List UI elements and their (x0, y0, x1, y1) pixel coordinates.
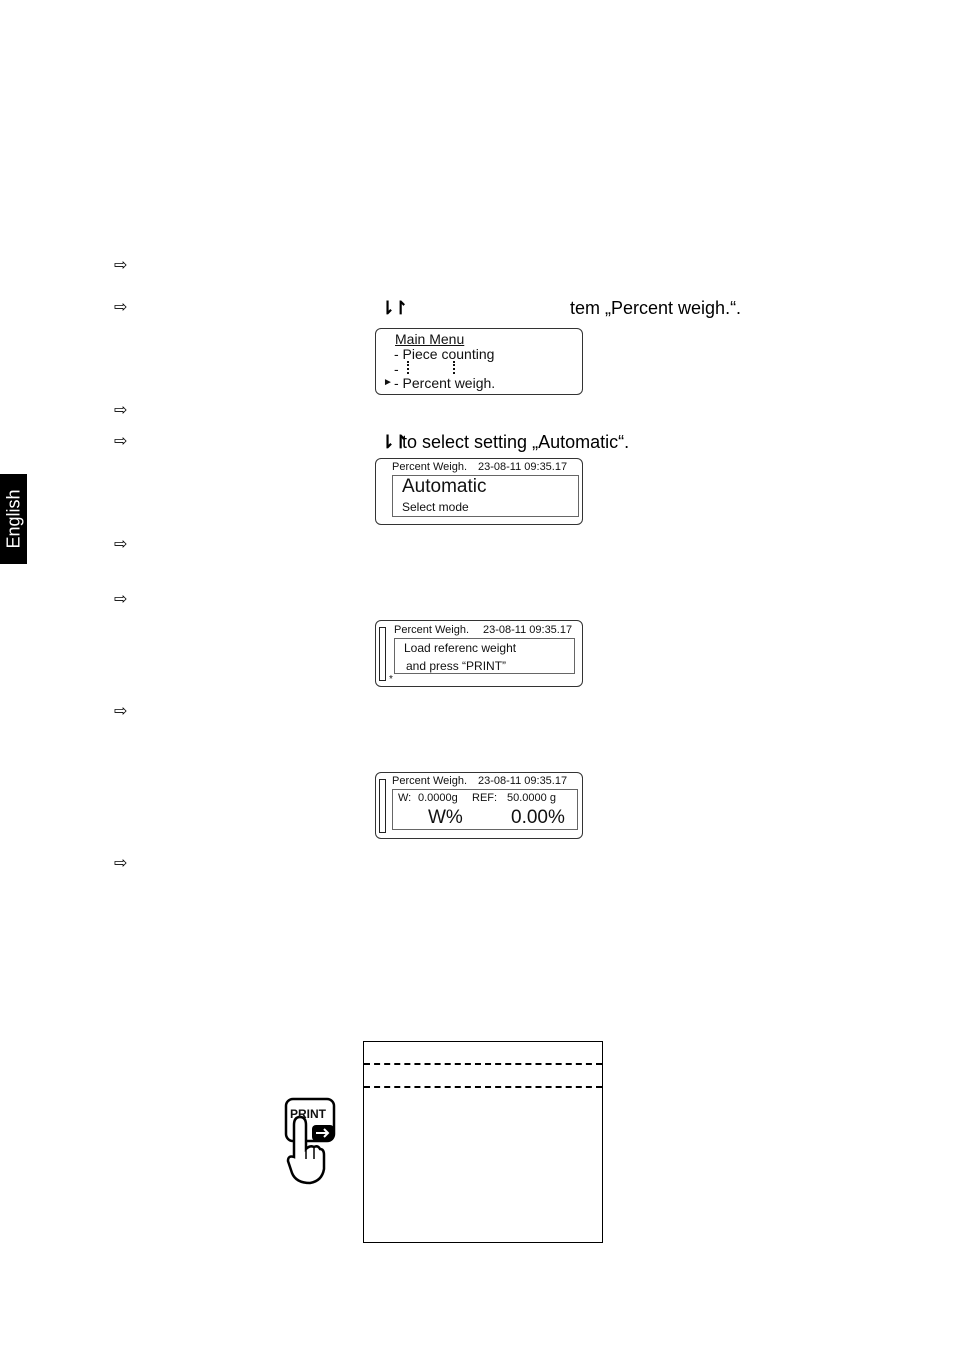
mode-label: Percent Weigh. (392, 775, 468, 787)
up-down-key-icon: ⇂↾ (380, 432, 407, 452)
lcd-inner-frame (392, 789, 578, 830)
capacity-bar (379, 627, 386, 681)
weight-value: 0.0000g (418, 792, 458, 804)
menu-title: Main Menu (395, 331, 465, 347)
language-tab-label: English (3, 489, 23, 549)
step-arrow-icon: ⇨ (114, 536, 128, 553)
step-arrow-icon: ⇨ (114, 591, 128, 608)
step-arrow-icon: ⇨ (114, 257, 128, 274)
step-arrow-icon: ⇨ (114, 299, 128, 316)
up-down-key-icon: ⇂↾ (380, 298, 407, 318)
datetime-label: 23-08-11 09:35.17 (483, 624, 573, 636)
percent-value: 0.00% (511, 807, 565, 828)
step-arrow-icon: ⇨ (114, 703, 128, 720)
instruction-line-1: Load referenc weight (404, 641, 517, 655)
cursor-icon: ► (383, 377, 393, 388)
datetime-label: 23-08-11 09:35.17 (478, 775, 568, 787)
lcd-main-menu (375, 328, 583, 395)
mode-value: Automatic (402, 476, 487, 497)
stability-star: * (389, 674, 393, 685)
press-print-key-icon (284, 1097, 336, 1187)
mode-hint: Select mode (402, 500, 469, 514)
menu-item-piece-counting: - Piece counting (394, 346, 495, 362)
vertical-ellipsis (453, 361, 455, 374)
instruction-line-2: and press “PRINT” (406, 659, 507, 673)
reference-label: REF: (472, 792, 498, 804)
separator-line (364, 1063, 602, 1065)
step-instruction: tem „Percent weigh.“. (570, 298, 742, 318)
lcd-inner-frame (394, 638, 575, 674)
capacity-bar (379, 779, 386, 833)
menu-item-percent-weigh: - Percent weigh. (394, 375, 496, 391)
vertical-ellipsis (407, 361, 409, 374)
lcd-percent-result (375, 772, 583, 839)
step-arrow-icon: ⇨ (114, 433, 128, 450)
mode-label: Percent Weigh. (392, 461, 468, 473)
language-tab (0, 474, 27, 564)
lcd-load-reference (375, 620, 583, 687)
menu-item-placeholder: - (394, 361, 399, 377)
step-instruction: to select setting „Automatic“. (402, 432, 630, 452)
datetime-label: 23-08-11 09:35.17 (478, 461, 568, 473)
reference-value: 50.0000 g (507, 792, 556, 804)
print-key-label: PRINT (290, 1107, 326, 1121)
step-arrow-icon: ⇨ (114, 402, 128, 419)
printout-sample (363, 1041, 603, 1243)
separator-line (364, 1086, 602, 1088)
lcd-select-mode (375, 458, 583, 525)
unit-label: W% (428, 807, 463, 828)
mode-label: Percent Weigh. (394, 624, 470, 636)
lcd-inner-frame (392, 475, 579, 517)
weight-label: W: (398, 792, 412, 804)
step-arrow-icon: ⇨ (114, 855, 128, 872)
